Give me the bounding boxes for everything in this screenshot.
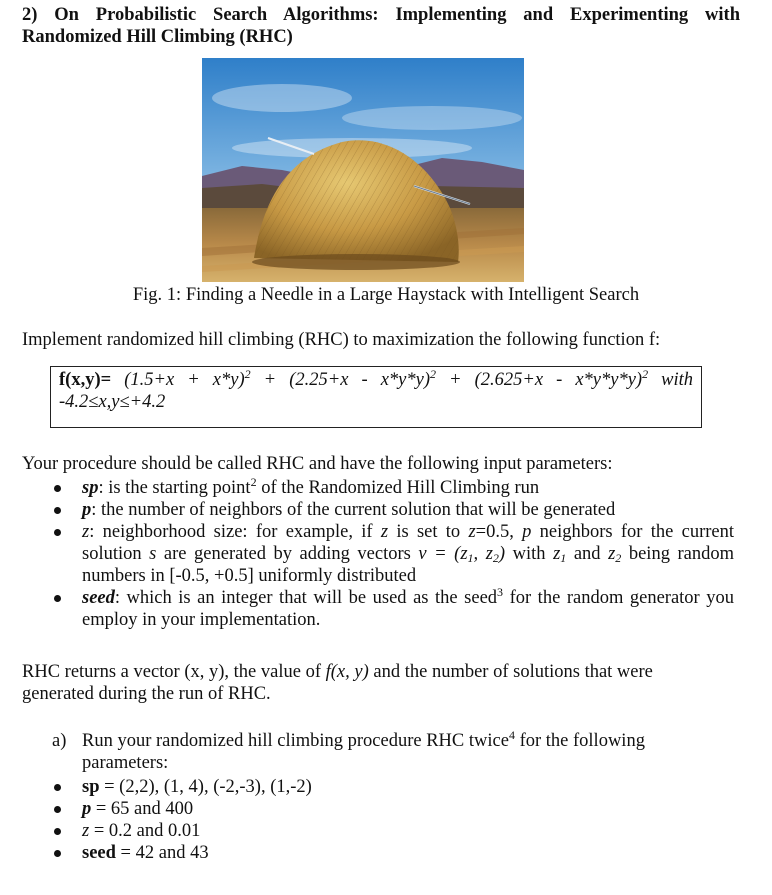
section-heading: 2) On Probabilistic Search Algorithms: Implementing and Experimenting with Randomized Hill Climbing (RHC) [22,5,740,47]
function-lhs: f(x,y)= [59,370,112,390]
list-item-sp: sp: is the starting point$^2$ of the Randomized Hill Climbing run [52,477,734,499]
run-param-p: p = 65 and 400 [52,798,734,820]
intro-paragraph: Implement randomized hill climbing (RHC) to maximization the following function f: [22,330,661,350]
function-definition-box: $f(x,y)= (1.5+x + x*y)^2 + (2.25+x - x*y*y)^2 + (2.625+x - x*y*y*y)^2$ with -4.2≤x,y≤+4.2 [50,366,702,428]
params-intro: Your procedure should be called RHC and have the following input parameters: [22,454,613,474]
function-domain: with -4.2≤x,y≤+4.2 [59,370,694,412]
function-term-3: + (2.625+x - x*y*y*y) [436,370,643,390]
function-term-2: + (2.25+x - x*y*y) [250,370,430,390]
task-a [52,730,712,774]
function-term-1: (1.5+x + x*y) [124,370,245,390]
list-item-z: z: neighborhood size: for example, if z is set to z=0.5, p neighbors for the current solution s are generated by adding vectors $v = (z_1$, $z_2$) with $z_1$ and $z_2$ being random numbers in [-0.5, +0.5] uniformly distributed [52,521,734,587]
haystack-needle-figure [202,58,524,282]
task-a-text: Run your randomized hill climbing procedure RHC twice$^4$ for the following parameters: [82,728,645,773]
run-param-seed: seed = 42 and 43 [52,842,734,864]
returns-paragraph: RHC returns a vector (x, y), the value of f(x, y) and the number of solutions that were generated during the run of RHC. [22,662,653,704]
list-item-p: p: the number of neighbors of the current solution that will be generated [52,499,734,521]
run-param-z: z = 0.2 and 0.01 [52,820,734,842]
list-item-seed: seed: which is an integer that will be used as the seed$^3$ for the random generator you employ in your implementation. [52,587,734,631]
run-parameter-list [52,776,734,864]
task-a-label: a) [52,731,67,751]
figure-caption: Fig. 1: Finding a Needle in a Large Haystack with Intelligent Search [132,285,640,305]
parameter-list [52,477,734,631]
haystack-image [202,58,524,282]
run-param-sp: sp = (2,2), (1, 4), (-2,-3), (1,-2) [52,776,734,798]
